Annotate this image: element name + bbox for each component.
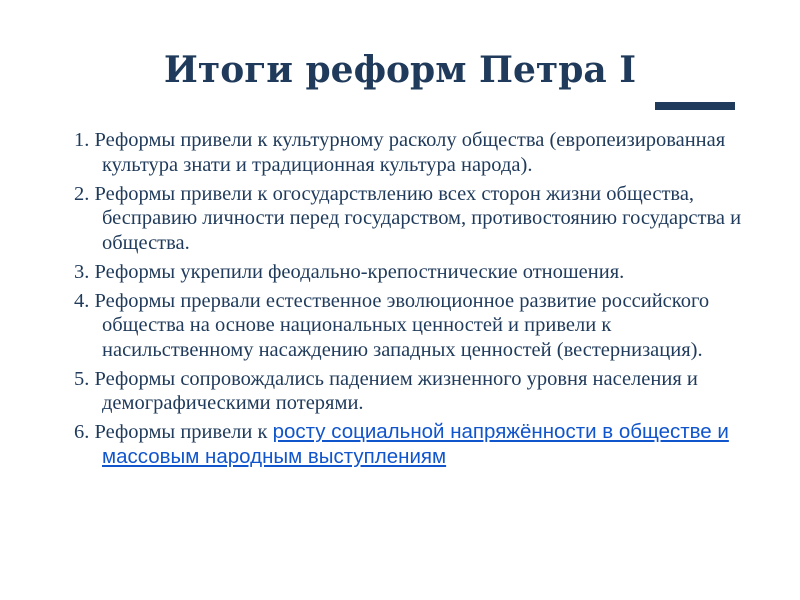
list-item: 1. Реформы привели к культурному расколу общества (европеизированная культура знати и традиционная культура народа). [74, 129, 726, 176]
title-underline-bar [655, 102, 735, 110]
list-item-prefix: 6. Реформы привели к [74, 421, 273, 443]
list-item: 3. Реформы укрепили феодально-крепостнические отношения. [74, 260, 625, 283]
slide-title: Итоги реформ Петра I [163, 49, 637, 91]
list-item: 2. Реформы привели к огосударствлению всех сторон жизни общества, бесправию личности перед государством, противостоянию государства и общества. [74, 182, 742, 254]
list-item: 5. Реформы сопровождались падением жизненного уровня населения и демографическими потерями. [74, 367, 698, 414]
social-tension-link[interactable]: росту социальной напряжённости в обществе и массовым народным выступлениям [102, 420, 729, 468]
reform-results-list [74, 128, 764, 474]
list-item [74, 420, 764, 469]
list-item: 4. Реформы прервали естественное эволюционное развитие российского общества на основе национальных ценностей и привели к насильственному насаждению западных ценностей (вестернизация). [74, 289, 710, 361]
